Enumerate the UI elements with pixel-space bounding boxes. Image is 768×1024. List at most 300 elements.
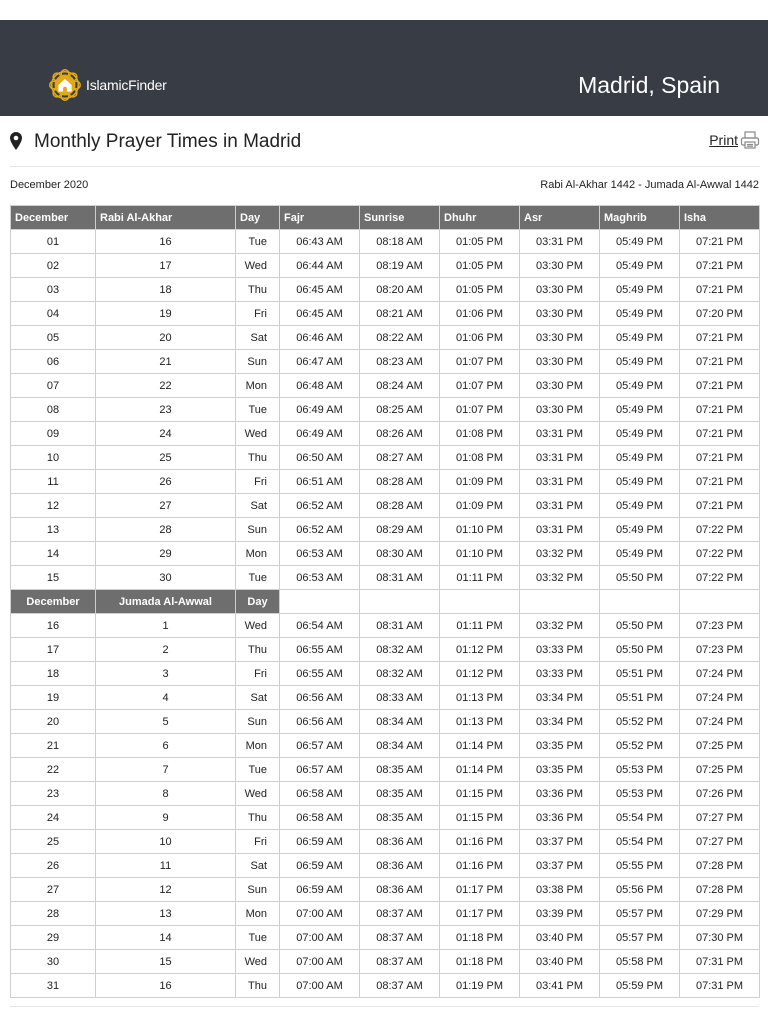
page-title: Monthly Prayer Times in Madrid <box>34 131 302 152</box>
cell-asr: 03:41 PM <box>520 974 600 998</box>
cell-hijri-day: 15 <box>96 950 236 974</box>
cell-weekday: Sat <box>236 686 280 710</box>
table-row <box>11 446 760 470</box>
cell-gregorian-day: 08 <box>11 398 96 422</box>
cell-fajr: 06:53 AM <box>280 542 360 566</box>
cell-weekday: Sat <box>236 854 280 878</box>
table-row <box>11 350 760 374</box>
cell-gregorian-day: 25 <box>11 830 96 854</box>
cell-hijri-day: 10 <box>96 830 236 854</box>
cell-asr: 03:30 PM <box>520 326 600 350</box>
cell-dhuhr: 01:10 PM <box>440 542 520 566</box>
col-header-sunrise: Sunrise <box>360 206 440 230</box>
cell-weekday: Sat <box>236 326 280 350</box>
cell-gregorian-day: 20 <box>11 710 96 734</box>
cell-asr: 03:38 PM <box>520 878 600 902</box>
cell-maghrib: 05:49 PM <box>600 254 680 278</box>
cell-fajr: 06:56 AM <box>280 710 360 734</box>
subheader-blank-cell <box>600 590 680 614</box>
cell-fajr: 06:57 AM <box>280 734 360 758</box>
cell-hijri-day: 23 <box>96 398 236 422</box>
cell-maghrib: 05:49 PM <box>600 278 680 302</box>
site-header <box>0 20 768 116</box>
cell-sunrise: 08:35 AM <box>360 806 440 830</box>
cell-maghrib: 05:49 PM <box>600 350 680 374</box>
cell-sunrise: 08:24 AM <box>360 374 440 398</box>
cell-hijri-day: 16 <box>96 230 236 254</box>
col-header-isha: Isha <box>680 206 760 230</box>
cell-maghrib: 05:52 PM <box>600 734 680 758</box>
cell-maghrib: 05:58 PM <box>600 950 680 974</box>
cell-asr: 03:31 PM <box>520 422 600 446</box>
cell-sunrise: 08:31 AM <box>360 566 440 590</box>
cell-isha: 07:24 PM <box>680 686 760 710</box>
cell-gregorian-day: 12 <box>11 494 96 518</box>
cell-dhuhr: 01:12 PM <box>440 638 520 662</box>
cell-weekday: Sun <box>236 710 280 734</box>
cell-hijri-day: 9 <box>96 806 236 830</box>
cell-isha: 07:24 PM <box>680 662 760 686</box>
cell-sunrise: 08:37 AM <box>360 926 440 950</box>
cell-hijri-day: 25 <box>96 446 236 470</box>
table-row <box>11 518 760 542</box>
cell-isha: 07:21 PM <box>680 230 760 254</box>
cell-isha: 07:27 PM <box>680 830 760 854</box>
cell-weekday: Sat <box>236 494 280 518</box>
title-row <box>10 128 760 164</box>
cell-weekday: Wed <box>236 254 280 278</box>
cell-asr: 03:30 PM <box>520 350 600 374</box>
cell-asr: 03:36 PM <box>520 806 600 830</box>
cell-isha: 07:21 PM <box>680 398 760 422</box>
cell-hijri-day: 4 <box>96 686 236 710</box>
cell-fajr: 06:56 AM <box>280 686 360 710</box>
cell-gregorian-day: 06 <box>11 350 96 374</box>
cell-dhuhr: 01:05 PM <box>440 230 520 254</box>
cell-fajr: 06:58 AM <box>280 806 360 830</box>
cell-asr: 03:31 PM <box>520 494 600 518</box>
cell-asr: 03:37 PM <box>520 830 600 854</box>
cell-dhuhr: 01:17 PM <box>440 902 520 926</box>
cell-maghrib: 05:51 PM <box>600 686 680 710</box>
cell-gregorian-day: 02 <box>11 254 96 278</box>
cell-isha: 07:23 PM <box>680 614 760 638</box>
cell-hijri-day: 5 <box>96 710 236 734</box>
cell-fajr: 06:45 AM <box>280 278 360 302</box>
cell-isha: 07:26 PM <box>680 782 760 806</box>
cell-gregorian-day: 19 <box>11 686 96 710</box>
cell-maghrib: 05:49 PM <box>600 422 680 446</box>
cell-fajr: 07:00 AM <box>280 902 360 926</box>
cell-asr: 03:40 PM <box>520 950 600 974</box>
cell-sunrise: 08:28 AM <box>360 470 440 494</box>
cell-gregorian-day: 23 <box>11 782 96 806</box>
print-button[interactable] <box>709 130 760 150</box>
cell-fajr: 06:44 AM <box>280 254 360 278</box>
cell-asr: 03:30 PM <box>520 302 600 326</box>
table-row <box>11 542 760 566</box>
cell-gregorian-day: 31 <box>11 974 96 998</box>
cell-dhuhr: 01:15 PM <box>440 782 520 806</box>
cell-gregorian-day: 28 <box>11 902 96 926</box>
cell-fajr: 06:47 AM <box>280 350 360 374</box>
cell-sunrise: 08:20 AM <box>360 278 440 302</box>
cell-isha: 07:31 PM <box>680 950 760 974</box>
mosque-icon <box>46 66 84 104</box>
cell-dhuhr: 01:07 PM <box>440 374 520 398</box>
cell-isha: 07:21 PM <box>680 326 760 350</box>
cell-sunrise: 08:22 AM <box>360 326 440 350</box>
cell-sunrise: 08:19 AM <box>360 254 440 278</box>
cell-isha: 07:28 PM <box>680 878 760 902</box>
cell-asr: 03:31 PM <box>520 518 600 542</box>
cell-asr: 03:33 PM <box>520 662 600 686</box>
cell-weekday: Sun <box>236 350 280 374</box>
cell-sunrise: 08:26 AM <box>360 422 440 446</box>
cell-gregorian-day: 22 <box>11 758 96 782</box>
cell-fajr: 06:52 AM <box>280 494 360 518</box>
cell-fajr: 06:50 AM <box>280 446 360 470</box>
cell-isha: 07:27 PM <box>680 806 760 830</box>
cell-gregorian-day: 27 <box>11 878 96 902</box>
cell-weekday: Thu <box>236 278 280 302</box>
cell-asr: 03:31 PM <box>520 470 600 494</box>
cell-gregorian-day: 18 <box>11 662 96 686</box>
cell-isha: 07:21 PM <box>680 254 760 278</box>
cell-fajr: 06:59 AM <box>280 854 360 878</box>
cell-isha: 07:29 PM <box>680 902 760 926</box>
cell-sunrise: 08:35 AM <box>360 758 440 782</box>
cell-weekday: Fri <box>236 662 280 686</box>
cell-weekday: Tue <box>236 398 280 422</box>
month-change-subheader <box>11 590 760 614</box>
col-header-maghrib: Maghrib <box>600 206 680 230</box>
cell-asr: 03:35 PM <box>520 734 600 758</box>
cell-maghrib: 05:53 PM <box>600 782 680 806</box>
bottom-divider <box>10 1006 759 1007</box>
cell-maghrib: 05:49 PM <box>600 326 680 350</box>
cell-sunrise: 08:27 AM <box>360 446 440 470</box>
subheader-blank-cell <box>520 590 600 614</box>
cell-hijri-day: 14 <box>96 926 236 950</box>
cell-fajr: 06:58 AM <box>280 782 360 806</box>
table-row <box>11 422 760 446</box>
col-header-day: Day <box>236 206 280 230</box>
cell-dhuhr: 01:13 PM <box>440 686 520 710</box>
cell-maghrib: 05:54 PM <box>600 806 680 830</box>
cell-maghrib: 05:49 PM <box>600 230 680 254</box>
cell-asr: 03:31 PM <box>520 446 600 470</box>
cell-isha: 07:21 PM <box>680 374 760 398</box>
cell-weekday: Tue <box>236 926 280 950</box>
cell-fajr: 07:00 AM <box>280 926 360 950</box>
cell-asr: 03:34 PM <box>520 686 600 710</box>
table-row <box>11 566 760 590</box>
cell-gregorian-day: 03 <box>11 278 96 302</box>
table-row <box>11 926 760 950</box>
table-row <box>11 230 760 254</box>
cell-maghrib: 05:49 PM <box>600 374 680 398</box>
cell-hijri-day: 8 <box>96 782 236 806</box>
cell-dhuhr: 01:16 PM <box>440 854 520 878</box>
location-pin-icon <box>10 132 22 150</box>
cell-isha: 07:21 PM <box>680 470 760 494</box>
cell-asr: 03:30 PM <box>520 278 600 302</box>
cell-dhuhr: 01:14 PM <box>440 758 520 782</box>
cell-isha: 07:21 PM <box>680 494 760 518</box>
cell-hijri-day: 22 <box>96 374 236 398</box>
cell-gregorian-day: 14 <box>11 542 96 566</box>
cell-fajr: 06:51 AM <box>280 470 360 494</box>
cell-hijri-day: 29 <box>96 542 236 566</box>
table-row <box>11 662 760 686</box>
cell-fajr: 06:59 AM <box>280 830 360 854</box>
table-row <box>11 614 760 638</box>
cell-sunrise: 08:21 AM <box>360 302 440 326</box>
cell-fajr: 06:52 AM <box>280 518 360 542</box>
cell-weekday: Sun <box>236 878 280 902</box>
cell-dhuhr: 01:18 PM <box>440 950 520 974</box>
cell-gregorian-day: 16 <box>11 614 96 638</box>
cell-asr: 03:30 PM <box>520 398 600 422</box>
cell-maghrib: 05:50 PM <box>600 638 680 662</box>
cell-isha: 07:22 PM <box>680 518 760 542</box>
print-link[interactable]: Print <box>709 132 738 148</box>
cell-weekday: Tue <box>236 566 280 590</box>
cell-weekday: Wed <box>236 614 280 638</box>
cell-asr: 03:36 PM <box>520 782 600 806</box>
cell-sunrise: 08:32 AM <box>360 638 440 662</box>
cell-sunrise: 08:35 AM <box>360 782 440 806</box>
brand-name: IslamicFinder <box>86 77 167 93</box>
cell-maghrib: 05:59 PM <box>600 974 680 998</box>
cell-hijri-day: 21 <box>96 350 236 374</box>
cell-gregorian-day: 17 <box>11 638 96 662</box>
table-row <box>11 494 760 518</box>
section-divider <box>10 166 760 167</box>
cell-dhuhr: 01:13 PM <box>440 710 520 734</box>
cell-sunrise: 08:25 AM <box>360 398 440 422</box>
cell-asr: 03:34 PM <box>520 710 600 734</box>
table-row <box>11 374 760 398</box>
cell-fajr: 06:49 AM <box>280 422 360 446</box>
table-row <box>11 710 760 734</box>
cell-asr: 03:32 PM <box>520 566 600 590</box>
cell-isha: 07:22 PM <box>680 542 760 566</box>
printer-icon[interactable] <box>740 130 760 150</box>
cell-gregorian-day: 04 <box>11 302 96 326</box>
cell-fajr: 07:00 AM <box>280 974 360 998</box>
cell-weekday: Mon <box>236 542 280 566</box>
cell-weekday: Fri <box>236 470 280 494</box>
table-row <box>11 902 760 926</box>
cell-hijri-day: 24 <box>96 422 236 446</box>
table-row <box>11 782 760 806</box>
cell-sunrise: 08:34 AM <box>360 710 440 734</box>
table-row <box>11 806 760 830</box>
cell-dhuhr: 01:17 PM <box>440 878 520 902</box>
table-row <box>11 974 760 998</box>
cell-fajr: 06:43 AM <box>280 230 360 254</box>
table-row <box>11 470 760 494</box>
cell-hijri-day: 16 <box>96 974 236 998</box>
cell-gregorian-day: 01 <box>11 230 96 254</box>
table-row <box>11 398 760 422</box>
cell-sunrise: 08:36 AM <box>360 854 440 878</box>
cell-maghrib: 05:56 PM <box>600 878 680 902</box>
cell-gregorian-day: 21 <box>11 734 96 758</box>
cell-sunrise: 08:37 AM <box>360 950 440 974</box>
cell-hijri-day: 30 <box>96 566 236 590</box>
cell-asr: 03:35 PM <box>520 758 600 782</box>
cell-maghrib: 05:49 PM <box>600 518 680 542</box>
cell-gregorian-day: 24 <box>11 806 96 830</box>
subheader-hijri: Jumada Al-Awwal <box>96 590 236 614</box>
cell-hijri-day: 1 <box>96 614 236 638</box>
cell-fajr: 06:53 AM <box>280 566 360 590</box>
cell-dhuhr: 01:07 PM <box>440 398 520 422</box>
cell-dhuhr: 01:16 PM <box>440 830 520 854</box>
cell-maghrib: 05:49 PM <box>600 494 680 518</box>
cell-weekday: Sun <box>236 518 280 542</box>
cell-maghrib: 05:49 PM <box>600 470 680 494</box>
cell-weekday: Fri <box>236 830 280 854</box>
table-row <box>11 950 760 974</box>
cell-dhuhr: 01:15 PM <box>440 806 520 830</box>
subheader-blank-cell <box>440 590 520 614</box>
cell-sunrise: 08:32 AM <box>360 662 440 686</box>
table-row <box>11 734 760 758</box>
table-row <box>11 638 760 662</box>
table-row <box>11 830 760 854</box>
col-header-asr: Asr <box>520 206 600 230</box>
cell-isha: 07:20 PM <box>680 302 760 326</box>
cell-weekday: Mon <box>236 374 280 398</box>
cell-asr: 03:30 PM <box>520 374 600 398</box>
table-row <box>11 686 760 710</box>
cell-gregorian-day: 15 <box>11 566 96 590</box>
cell-hijri-day: 26 <box>96 470 236 494</box>
cell-hijri-day: 3 <box>96 662 236 686</box>
cell-isha: 07:28 PM <box>680 854 760 878</box>
cell-gregorian-day: 26 <box>11 854 96 878</box>
cell-hijri-day: 28 <box>96 518 236 542</box>
cell-sunrise: 08:37 AM <box>360 902 440 926</box>
site-logo[interactable] <box>46 66 167 104</box>
table-header-row <box>11 206 760 230</box>
cell-weekday: Wed <box>236 782 280 806</box>
cell-fajr: 06:59 AM <box>280 878 360 902</box>
cell-weekday: Thu <box>236 974 280 998</box>
gregorian-month: December 2020 <box>10 179 89 191</box>
cell-weekday: Wed <box>236 422 280 446</box>
cell-gregorian-day: 29 <box>11 926 96 950</box>
cell-weekday: Thu <box>236 638 280 662</box>
table-row <box>11 758 760 782</box>
cell-sunrise: 08:33 AM <box>360 686 440 710</box>
cell-fajr: 06:54 AM <box>280 614 360 638</box>
cell-maghrib: 05:53 PM <box>600 758 680 782</box>
cell-isha: 07:21 PM <box>680 422 760 446</box>
cell-hijri-day: 2 <box>96 638 236 662</box>
cell-dhuhr: 01:09 PM <box>440 494 520 518</box>
cell-weekday: Fri <box>236 302 280 326</box>
subheader-blank-cell <box>360 590 440 614</box>
cell-sunrise: 08:29 AM <box>360 518 440 542</box>
cell-asr: 03:40 PM <box>520 926 600 950</box>
cell-fajr: 06:45 AM <box>280 302 360 326</box>
cell-asr: 03:37 PM <box>520 854 600 878</box>
cell-isha: 07:22 PM <box>680 566 760 590</box>
cell-sunrise: 08:36 AM <box>360 878 440 902</box>
cell-dhuhr: 01:09 PM <box>440 470 520 494</box>
cell-weekday: Mon <box>236 902 280 926</box>
cell-dhuhr: 01:18 PM <box>440 926 520 950</box>
cell-asr: 03:32 PM <box>520 614 600 638</box>
col-header-hijri: Rabi Al-Akhar <box>96 206 236 230</box>
cell-weekday: Tue <box>236 758 280 782</box>
cell-dhuhr: 01:14 PM <box>440 734 520 758</box>
cell-sunrise: 08:37 AM <box>360 974 440 998</box>
cell-hijri-day: 18 <box>96 278 236 302</box>
cell-gregorian-day: 13 <box>11 518 96 542</box>
table-row <box>11 878 760 902</box>
subheader-december: December <box>11 590 96 614</box>
location-title: Madrid, Spain <box>578 72 720 98</box>
cell-dhuhr: 01:12 PM <box>440 662 520 686</box>
col-header-dhuhr: Dhuhr <box>440 206 520 230</box>
cell-weekday: Thu <box>236 446 280 470</box>
cell-dhuhr: 01:08 PM <box>440 446 520 470</box>
cell-dhuhr: 01:05 PM <box>440 278 520 302</box>
cell-maghrib: 05:57 PM <box>600 926 680 950</box>
cell-isha: 07:25 PM <box>680 758 760 782</box>
table-row <box>11 326 760 350</box>
cell-hijri-day: 12 <box>96 878 236 902</box>
cell-fajr: 06:46 AM <box>280 326 360 350</box>
cell-maghrib: 05:50 PM <box>600 566 680 590</box>
cell-gregorian-day: 11 <box>11 470 96 494</box>
cell-gregorian-day: 09 <box>11 422 96 446</box>
cell-sunrise: 08:31 AM <box>360 614 440 638</box>
cell-asr: 03:33 PM <box>520 638 600 662</box>
cell-dhuhr: 01:06 PM <box>440 326 520 350</box>
subheader-blank-cell <box>280 590 360 614</box>
cell-maghrib: 05:55 PM <box>600 854 680 878</box>
cell-maghrib: 05:49 PM <box>600 542 680 566</box>
cell-dhuhr: 01:08 PM <box>440 422 520 446</box>
cell-dhuhr: 01:05 PM <box>440 254 520 278</box>
cell-sunrise: 08:18 AM <box>360 230 440 254</box>
cell-dhuhr: 01:10 PM <box>440 518 520 542</box>
cell-hijri-day: 7 <box>96 758 236 782</box>
hijri-month-range: Rabi Al-Akhar 1442 - Jumada Al-Awwal 1442 <box>540 179 759 191</box>
cell-isha: 07:23 PM <box>680 638 760 662</box>
col-header-fajr: Fajr <box>280 206 360 230</box>
cell-asr: 03:39 PM <box>520 902 600 926</box>
cell-sunrise: 08:34 AM <box>360 734 440 758</box>
cell-maghrib: 05:57 PM <box>600 902 680 926</box>
col-header-december: December <box>11 206 96 230</box>
subheader-blank-cell <box>680 590 760 614</box>
cell-hijri-day: 19 <box>96 302 236 326</box>
cell-maghrib: 05:49 PM <box>600 446 680 470</box>
cell-maghrib: 05:52 PM <box>600 710 680 734</box>
table-row <box>11 302 760 326</box>
cell-isha: 07:21 PM <box>680 446 760 470</box>
cell-asr: 03:30 PM <box>520 254 600 278</box>
cell-hijri-day: 27 <box>96 494 236 518</box>
